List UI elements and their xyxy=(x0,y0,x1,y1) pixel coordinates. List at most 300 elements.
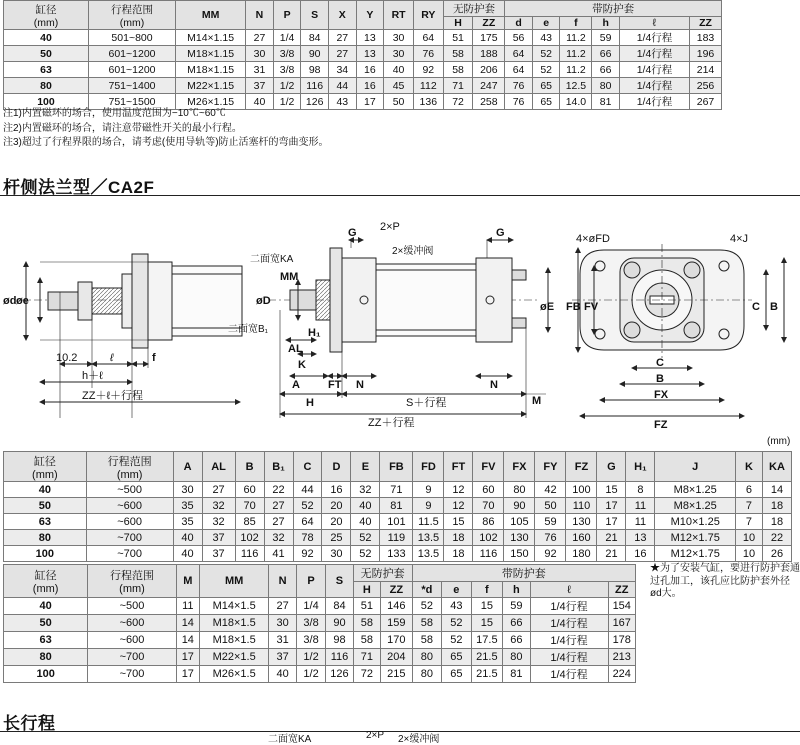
cell-s: 116 xyxy=(301,78,329,94)
cell-mm: M14×1.15 xyxy=(176,30,246,46)
cell-n: 27 xyxy=(246,30,274,46)
table-cell: 90 xyxy=(504,498,535,514)
table-row xyxy=(4,498,792,514)
cell-n: 31 xyxy=(246,62,274,78)
table-cell: 58 xyxy=(353,632,380,649)
table-cell: 224 xyxy=(608,666,636,683)
section-title-long-stroke: 长行程 xyxy=(3,714,56,733)
table-cell: 27 xyxy=(264,514,293,530)
header-l: ℓ xyxy=(619,17,689,30)
table-cell: 11 xyxy=(626,514,655,530)
table-cell: 65 xyxy=(442,666,471,683)
table-cell: 80 xyxy=(503,649,530,666)
t3-header-n: N xyxy=(269,565,296,598)
end-view xyxy=(572,244,784,416)
label-4fd: 4×øFD xyxy=(576,233,610,245)
table-cell: 71 xyxy=(353,649,380,666)
table-cell: 105 xyxy=(504,514,535,530)
header-n: N xyxy=(246,1,274,30)
table-cell: 1/4行程 xyxy=(530,598,608,615)
table-cell: 66 xyxy=(503,615,530,632)
cell-x: 27 xyxy=(328,46,356,62)
cell-l: 1/4行程 xyxy=(619,78,689,94)
table-cell: 92 xyxy=(535,546,566,562)
spec-table-ca2f-dimensions xyxy=(3,451,792,562)
table-cell: 12 xyxy=(444,482,473,498)
table-cell: 50 xyxy=(535,498,566,514)
table-cell: M8×1.25 xyxy=(655,482,736,498)
table-cell: 18 xyxy=(444,546,473,562)
table-cell: 100 xyxy=(4,546,87,562)
header-h: H xyxy=(443,17,473,30)
table-cell: M26×1.5 xyxy=(199,666,269,683)
cell-h: 58 xyxy=(443,46,473,62)
table-cell: 80 xyxy=(4,649,88,666)
t3-header-h: H xyxy=(353,582,380,598)
table-cell: 27 xyxy=(269,598,296,615)
table-cell: 12 xyxy=(444,498,473,514)
table-cell: 70 xyxy=(473,498,504,514)
cell-p: 3/8 xyxy=(273,62,301,78)
table-cell: 8 xyxy=(626,482,655,498)
table-cell: 146 xyxy=(381,598,413,615)
t2-header-col: FZ xyxy=(566,452,597,482)
table-cell: M12×1.75 xyxy=(655,530,736,546)
table-cell: 1/2 xyxy=(296,666,325,683)
table-cell: 102 xyxy=(473,530,504,546)
table-cell: M12×1.75 xyxy=(655,546,736,562)
table-cell: ~700 xyxy=(86,530,173,546)
table-cell: 15 xyxy=(444,514,473,530)
table-row xyxy=(4,530,792,546)
label-h: H xyxy=(306,397,314,409)
table-cell: 70 xyxy=(235,498,264,514)
table-cell: 52 xyxy=(442,615,471,632)
label-cushion: 2×缓冲阀 xyxy=(392,246,434,257)
table-cell: 15 xyxy=(471,598,503,615)
table-cell: 133 xyxy=(380,546,413,562)
table-cell: ~600 xyxy=(88,615,176,632)
t2-header-col: J xyxy=(655,452,736,482)
cell-p: 3/8 xyxy=(273,46,301,62)
table-cell: 84 xyxy=(326,598,353,615)
table-cell: 204 xyxy=(381,649,413,666)
table-cell: 18 xyxy=(444,530,473,546)
t2-header-col: D xyxy=(322,452,351,482)
cell-h: 80 xyxy=(592,78,620,94)
table-cell: 27 xyxy=(202,482,235,498)
table-cell: 52 xyxy=(293,498,322,514)
cell-y: 17 xyxy=(356,94,384,110)
cell-n: 30 xyxy=(246,46,274,62)
table-cell: 13.5 xyxy=(413,530,444,546)
header-with-boot: 带防护套 xyxy=(505,1,722,17)
label-ft: FT xyxy=(328,379,342,391)
cell-zz2: 267 xyxy=(690,94,722,110)
table-cell: 50 xyxy=(4,498,87,514)
label-b1: 二面宽B₁ xyxy=(228,324,269,335)
header-zz2: ZZ xyxy=(690,17,722,30)
table-cell: 51 xyxy=(353,598,380,615)
t2-header-col: FB xyxy=(380,452,413,482)
bottom-label-ka: 二面宽KA xyxy=(268,734,312,745)
table-cell: 41 xyxy=(264,546,293,562)
label-m: M xyxy=(532,395,542,407)
table-cell: 13.5 xyxy=(413,546,444,562)
table-cell: 40 xyxy=(4,482,87,498)
label-b-vertical: B xyxy=(770,301,778,313)
t2-header-col: FD xyxy=(413,452,444,482)
table-cell: 58 xyxy=(412,615,441,632)
label-b: B xyxy=(656,373,664,385)
table-cell: M22×1.5 xyxy=(199,649,269,666)
label-4j: 4×J xyxy=(730,233,749,245)
label-c: C xyxy=(656,357,664,369)
cell-bore: 80 xyxy=(4,78,89,94)
cell-x: 34 xyxy=(328,62,356,78)
t3-header-zz: ZZ xyxy=(381,582,413,598)
table-cell: 17.5 xyxy=(471,632,503,649)
cell-mm: M22×1.15 xyxy=(176,78,246,94)
t2-header-col: C xyxy=(293,452,322,482)
cell-zz2: 256 xyxy=(690,78,722,94)
table-cell: 30 xyxy=(322,546,351,562)
table-cell: 11 xyxy=(176,598,199,615)
t3-header-f: f xyxy=(471,582,503,598)
table-cell: 52 xyxy=(412,598,441,615)
bottom-label-cushion: 2×缓冲阀 xyxy=(398,734,440,745)
cell-ry: 136 xyxy=(413,94,443,110)
table-cell: M18×1.5 xyxy=(199,632,269,649)
table-cell: 9 xyxy=(413,482,444,498)
table-cell: 6 xyxy=(736,482,763,498)
t3-header-p: P xyxy=(296,565,325,598)
cell-e: 52 xyxy=(532,46,560,62)
table-cell: 52 xyxy=(442,632,471,649)
header-p: P xyxy=(273,1,301,30)
table-cell: 21.5 xyxy=(471,649,503,666)
label-oE: øE xyxy=(540,301,555,313)
table-cell: 178 xyxy=(608,632,636,649)
table-cell: 21 xyxy=(597,530,626,546)
cell-d: 76 xyxy=(505,78,533,94)
cell-l: 1/4行程 xyxy=(619,30,689,46)
cell-l: 1/4行程 xyxy=(619,46,689,62)
cell-rt: 45 xyxy=(384,78,414,94)
spec-table-long-stroke-basic xyxy=(3,0,722,110)
table-cell: 64 xyxy=(293,514,322,530)
table-cell: 52 xyxy=(351,546,380,562)
table-cell: 66 xyxy=(503,632,530,649)
cell-range: 751~1400 xyxy=(88,78,175,94)
cell-range: 601~1200 xyxy=(88,46,175,62)
cell-n: 37 xyxy=(246,78,274,94)
table-cell: 52 xyxy=(351,530,380,546)
cell-ry: 92 xyxy=(413,62,443,78)
t3-header-d: *d xyxy=(412,582,441,598)
cell-mm: M26×1.15 xyxy=(176,94,246,110)
table-cell: 3/8 xyxy=(296,615,325,632)
table-cell: M8×1.25 xyxy=(655,498,736,514)
table-cell: 58 xyxy=(412,632,441,649)
table-cell: 40 xyxy=(173,530,202,546)
table-row xyxy=(4,30,722,46)
cell-h: 58 xyxy=(443,62,473,78)
table-cell: 80 xyxy=(504,482,535,498)
cell-y: 13 xyxy=(356,30,384,46)
cell-h: 59 xyxy=(592,30,620,46)
cell-s: 98 xyxy=(301,62,329,78)
table-cell: 20 xyxy=(322,498,351,514)
table-cell: 71 xyxy=(380,482,413,498)
table-cell: 58 xyxy=(353,615,380,632)
label-zz-l-stroke: ZZ＋ℓ＋行程 xyxy=(82,390,143,402)
table-cell: 126 xyxy=(326,666,353,683)
cell-s: 84 xyxy=(301,30,329,46)
t3-header-with-boot: 带防护套 xyxy=(412,565,635,582)
table-cell: 159 xyxy=(381,615,413,632)
table-cell: 215 xyxy=(381,666,413,683)
label-2p: 2×P xyxy=(380,221,400,233)
t3-header-s: S xyxy=(326,565,353,598)
table-cell: 20 xyxy=(322,514,351,530)
table-cell: 18 xyxy=(762,514,791,530)
boot-hole-note: ★为了安装气缸，要进行防护套通过孔加工，该孔应比防护套外径ød大。 xyxy=(650,563,800,599)
table-cell: 32 xyxy=(202,498,235,514)
table-cell: 9 xyxy=(413,498,444,514)
t3-header-zz2: ZZ xyxy=(608,582,636,598)
cell-p: 1/2 xyxy=(273,94,301,110)
header-h2: h xyxy=(592,17,620,30)
table-cell: 81 xyxy=(503,666,530,683)
table-row xyxy=(4,666,636,683)
table-row xyxy=(4,482,792,498)
table-cell: 98 xyxy=(326,632,353,649)
table-cell: 50 xyxy=(4,615,88,632)
table-cell: M10×1.25 xyxy=(655,514,736,530)
table-cell: 1/2 xyxy=(296,649,325,666)
cell-y: 13 xyxy=(356,46,384,62)
table-cell: ~500 xyxy=(86,482,173,498)
table-cell: 102 xyxy=(235,530,264,546)
label-h-l: h＋ℓ xyxy=(82,370,103,382)
notes-block xyxy=(3,107,329,151)
table-cell: 1/4 xyxy=(296,598,325,615)
table-cell: 10 xyxy=(736,546,763,562)
table-row xyxy=(4,649,636,666)
label-l: ℓ xyxy=(110,352,114,364)
table-row xyxy=(4,78,722,94)
cell-l: 1/4行程 xyxy=(619,94,689,110)
table-cell: 17 xyxy=(597,514,626,530)
table-row xyxy=(4,598,636,615)
cell-s: 90 xyxy=(301,46,329,62)
table-cell: 21 xyxy=(597,546,626,562)
t3-header-m: M xyxy=(176,565,199,598)
cell-h: 51 xyxy=(443,30,473,46)
table-cell: 7 xyxy=(736,514,763,530)
header-e: e xyxy=(532,17,560,30)
table-cell: 17 xyxy=(597,498,626,514)
label-mm: MM xyxy=(280,271,299,283)
cell-mm: M18×1.15 xyxy=(176,62,246,78)
table-cell: 40 xyxy=(173,546,202,562)
table-cell: 14 xyxy=(762,482,791,498)
cell-x: 27 xyxy=(328,30,356,46)
label-a: A xyxy=(292,379,300,391)
t3-header-h2: h xyxy=(503,582,530,598)
table-cell: 3/8 xyxy=(296,632,325,649)
table-row xyxy=(4,632,636,649)
cell-bore: 100 xyxy=(4,94,89,110)
cell-h: 72 xyxy=(443,94,473,110)
cell-zz: 206 xyxy=(473,62,505,78)
header-d: d xyxy=(505,17,533,30)
table-cell: 35 xyxy=(173,498,202,514)
table-cell: 160 xyxy=(566,530,597,546)
header-mm: MM xyxy=(176,1,246,30)
t2-header-col: B₁ xyxy=(264,452,293,482)
header-y: Y xyxy=(356,1,384,30)
table-cell: 116 xyxy=(326,649,353,666)
t2-header-col: KA xyxy=(762,452,791,482)
table-cell: 37 xyxy=(202,530,235,546)
cell-d: 64 xyxy=(505,46,533,62)
cell-f: 11.2 xyxy=(560,30,592,46)
table-row xyxy=(4,615,636,632)
table-cell: 15 xyxy=(597,482,626,498)
label-c-vertical: C xyxy=(752,301,760,313)
table-cell: 11 xyxy=(626,498,655,514)
cell-zz2: 183 xyxy=(690,30,722,46)
label-k: K xyxy=(298,359,306,371)
table-cell: 35 xyxy=(173,514,202,530)
cell-e: 65 xyxy=(532,94,560,110)
table-cell: 60 xyxy=(235,482,264,498)
table-cell: 130 xyxy=(504,530,535,546)
label-g-right: G xyxy=(496,227,505,239)
t2-header-col: AL xyxy=(202,452,235,482)
ca2f-dimension-drawing xyxy=(0,218,800,433)
header-no-boot: 无防护套 xyxy=(443,1,505,17)
table-row xyxy=(4,62,722,78)
table-cell: 150 xyxy=(504,546,535,562)
cell-f: 11.2 xyxy=(560,46,592,62)
table-cell: 37 xyxy=(202,546,235,562)
t3-header-bore: 缸径 (mm) xyxy=(4,565,88,598)
label-g-left: G xyxy=(348,227,357,239)
table-cell: 26 xyxy=(762,546,791,562)
cell-mm: M18×1.15 xyxy=(176,46,246,62)
header-rt: RT xyxy=(384,1,414,30)
table-cell: 40 xyxy=(351,514,380,530)
table-cell: 40 xyxy=(269,666,296,683)
table-cell: ~500 xyxy=(88,598,176,615)
label-10-2: 10.2 xyxy=(56,352,78,364)
table-cell: 44 xyxy=(293,482,322,498)
cell-p: 1/2 xyxy=(273,78,301,94)
bottom-label-2p: 2×P xyxy=(366,730,385,741)
table-cell: 60 xyxy=(473,482,504,498)
cell-bore: 50 xyxy=(4,46,89,62)
cell-e: 65 xyxy=(532,78,560,94)
header-ry: RY xyxy=(413,1,443,30)
table-cell: 1/4行程 xyxy=(530,649,608,666)
cell-h: 66 xyxy=(592,46,620,62)
t3-header-mm: MM xyxy=(199,565,269,598)
note-2: 注2)内置磁环的场合，请注意带磁性开关的最小行程。 xyxy=(3,122,242,134)
t2-header-col: FX xyxy=(504,452,535,482)
table-cell: 78 xyxy=(293,530,322,546)
cell-zz: 247 xyxy=(473,78,505,94)
table-cell: 42 xyxy=(535,482,566,498)
t2-header-bore: 缸径 (mm) xyxy=(4,452,87,482)
cell-y: 16 xyxy=(356,78,384,94)
table-cell: 27 xyxy=(264,498,293,514)
cell-n: 40 xyxy=(246,94,274,110)
table-cell: 72 xyxy=(353,666,380,683)
cell-e: 43 xyxy=(532,30,560,46)
table-cell: 101 xyxy=(380,514,413,530)
t2-header-col: E xyxy=(351,452,380,482)
cell-rt: 30 xyxy=(384,46,414,62)
header-s: S xyxy=(301,1,329,30)
cell-h: 81 xyxy=(592,94,620,110)
table-cell: 21.5 xyxy=(471,666,503,683)
table-row xyxy=(4,46,722,62)
table-cell: 37 xyxy=(269,649,296,666)
table-cell: 100 xyxy=(4,666,88,683)
table-cell: 85 xyxy=(235,514,264,530)
label-fz: FZ xyxy=(654,419,668,431)
label-od: ød xyxy=(3,295,17,307)
header-x: X xyxy=(328,1,356,30)
cell-h: 71 xyxy=(443,78,473,94)
t2-header-col: G xyxy=(597,452,626,482)
label-oD: øD xyxy=(256,295,271,307)
label-al: AL xyxy=(288,343,303,355)
t2-header-col: FV xyxy=(473,452,504,482)
cell-range: 501~800 xyxy=(88,30,175,46)
note-1: 注1)内置磁环的场合，使用温度范围为−10℃~60℃ xyxy=(3,108,226,119)
table-cell: 30 xyxy=(173,482,202,498)
table-cell: 32 xyxy=(202,514,235,530)
label-f: f xyxy=(152,352,156,364)
table-cell: 92 xyxy=(293,546,322,562)
cell-range: 751~1500 xyxy=(88,94,175,110)
cell-ry: 76 xyxy=(413,46,443,62)
cell-f: 11.2 xyxy=(560,62,592,78)
cell-zz: 175 xyxy=(473,30,505,46)
table-cell: ~600 xyxy=(86,514,173,530)
table-cell: ~600 xyxy=(86,498,173,514)
table-cell: 80 xyxy=(412,649,441,666)
cell-ry: 64 xyxy=(413,30,443,46)
table-cell: 116 xyxy=(473,546,504,562)
t3-header-e: e xyxy=(442,582,471,598)
cell-rt: 50 xyxy=(384,94,414,110)
table-cell: 17 xyxy=(176,649,199,666)
table-cell: 154 xyxy=(608,598,636,615)
table-cell: 80 xyxy=(412,666,441,683)
table-cell: 18 xyxy=(762,498,791,514)
table-cell: 63 xyxy=(4,514,87,530)
table-cell: 81 xyxy=(380,498,413,514)
note-3: 注3)超过了行程界限的场合，请考虑(使用导轨等)防止活塞杆的弯曲变形。 xyxy=(3,137,329,148)
table-cell: 14 xyxy=(176,615,199,632)
table-cell: M18×1.5 xyxy=(199,615,269,632)
table-cell: 11.5 xyxy=(413,514,444,530)
